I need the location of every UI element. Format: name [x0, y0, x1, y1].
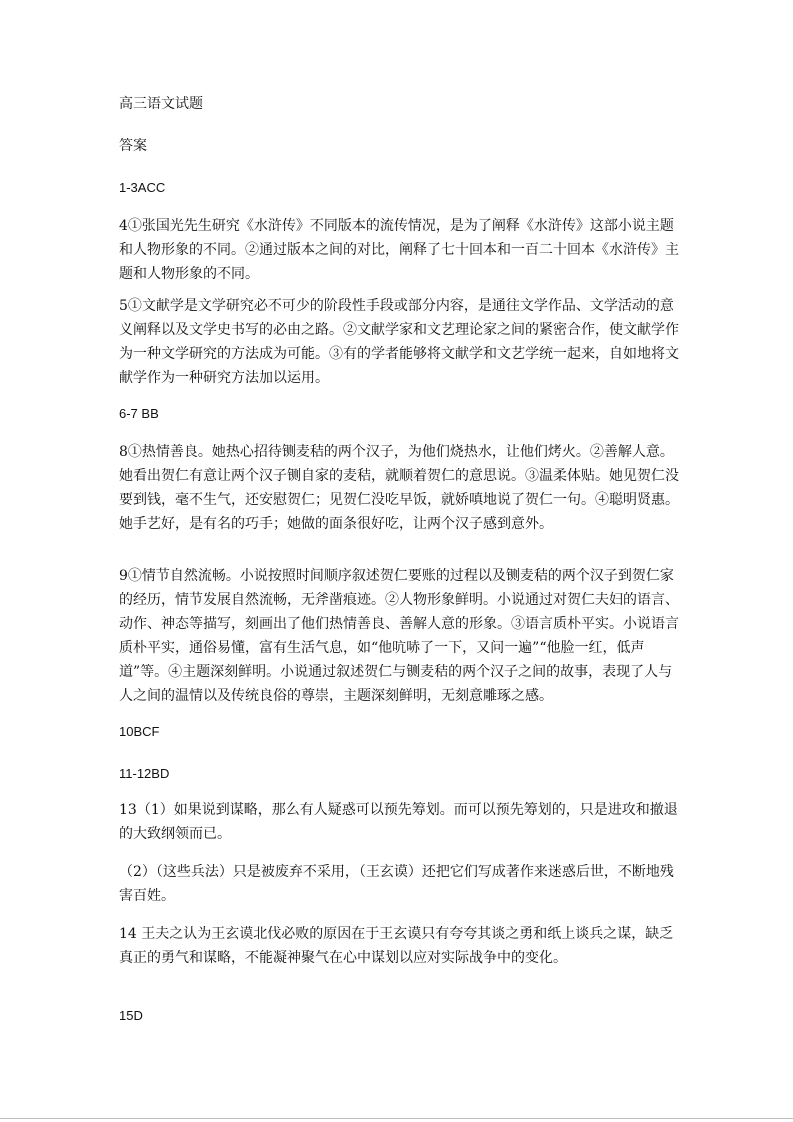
answer-14: 14 王夫之认为王玄谟北伐必败的原因在于王玄谟只有夸夸其谈之勇和纸上谈兵之谋，缺乏真正的勇气和谋略，不能凝神聚气在心中谋划以应对实际战争中的变化。: [119, 926, 674, 966]
answer-1-3: 1-3ACC: [119, 180, 166, 195]
page-bottom-divider: [0, 1118, 793, 1119]
answer-8: 8①热情善良。她热心招待铡麦秸的两个汉子，为他们烧热水，让他们烤火。②善解人意。她看出贺仁有意让两个汉子铡自家的麦秸，就顺着贺仁的意思说。③温柔体贴。她见贺仁没要到钱，毫不生气，还安慰贺仁；见贺仁没吃早饭，就娇嗔地说了贺仁一句。④聪明贤惠。她手艺好，是有名的巧手；她做的面条很好吃，让两个汉子感到意外。: [119, 444, 679, 532]
answer-15: 15D: [119, 1008, 143, 1023]
answer-4: 4①张国光先生研究《水浒传》不同版本的流传情况，是为了阐释《水浒传》这部小说主题和人物形象的不同。②通过版本之间的对比，阐释了七十回本和一百二十回本《水浒传》主题和人物形象的不同。: [119, 218, 679, 282]
answer-heading: 答案: [119, 138, 147, 154]
answer-13-2: （2）（这些兵法）只是被废弃不采用，（王玄谟）还把它们写成著作来迷惑后世，不断地残害百姓。: [119, 864, 674, 904]
answer-11-12: 11-12BD: [119, 766, 170, 781]
answer-6-7: 6-7 BB: [119, 406, 159, 421]
document-title: 高三语文试题: [119, 96, 203, 112]
answer-13-1: 13（1）如果说到谋略，那么有人疑惑可以预先筹划。而可以预先筹划的，只是进攻和撤退的大致纲领而已。: [119, 802, 678, 842]
answer-9: 9①情节自然流畅。小说按照时间顺序叙述贺仁要账的过程以及铡麦秸的两个汉子到贺仁家的经历，情节发展自然流畅，无斧凿痕迹。②人物形象鲜明。小说通过对贺仁夫妇的语言、动作、神态等描写，刻画出了他们热情善良、善解人意的形象。③语言质朴平实。小说语言质朴平实，通俗易懂，富有生活气息，如“他吭哧了一下，又问一遍”“他脸一红，低声道”等。④主题深刻鲜明。小说通过叙述贺仁与铡麦秸的两个汉子之间的故事，表现了人与人之间的温情以及传统良俗的尊崇，主题深刻鲜明，无刻意雕琢之感。: [119, 568, 679, 704]
answer-10: 10BCF: [119, 724, 160, 739]
answer-5: 5①文献学是文学研究必不可少的阶段性手段或部分内容，是通往文学作品、文学活动的意义阐释以及文学史书写的必由之路。②文献学家和文艺理论家之间的紧密合作，使文献学作为一种文学研究的方法成为可能。③有的学者能够将文献学和文艺学统一起来，自如地将文献学作为一种研究方法加以运用。: [119, 298, 679, 386]
